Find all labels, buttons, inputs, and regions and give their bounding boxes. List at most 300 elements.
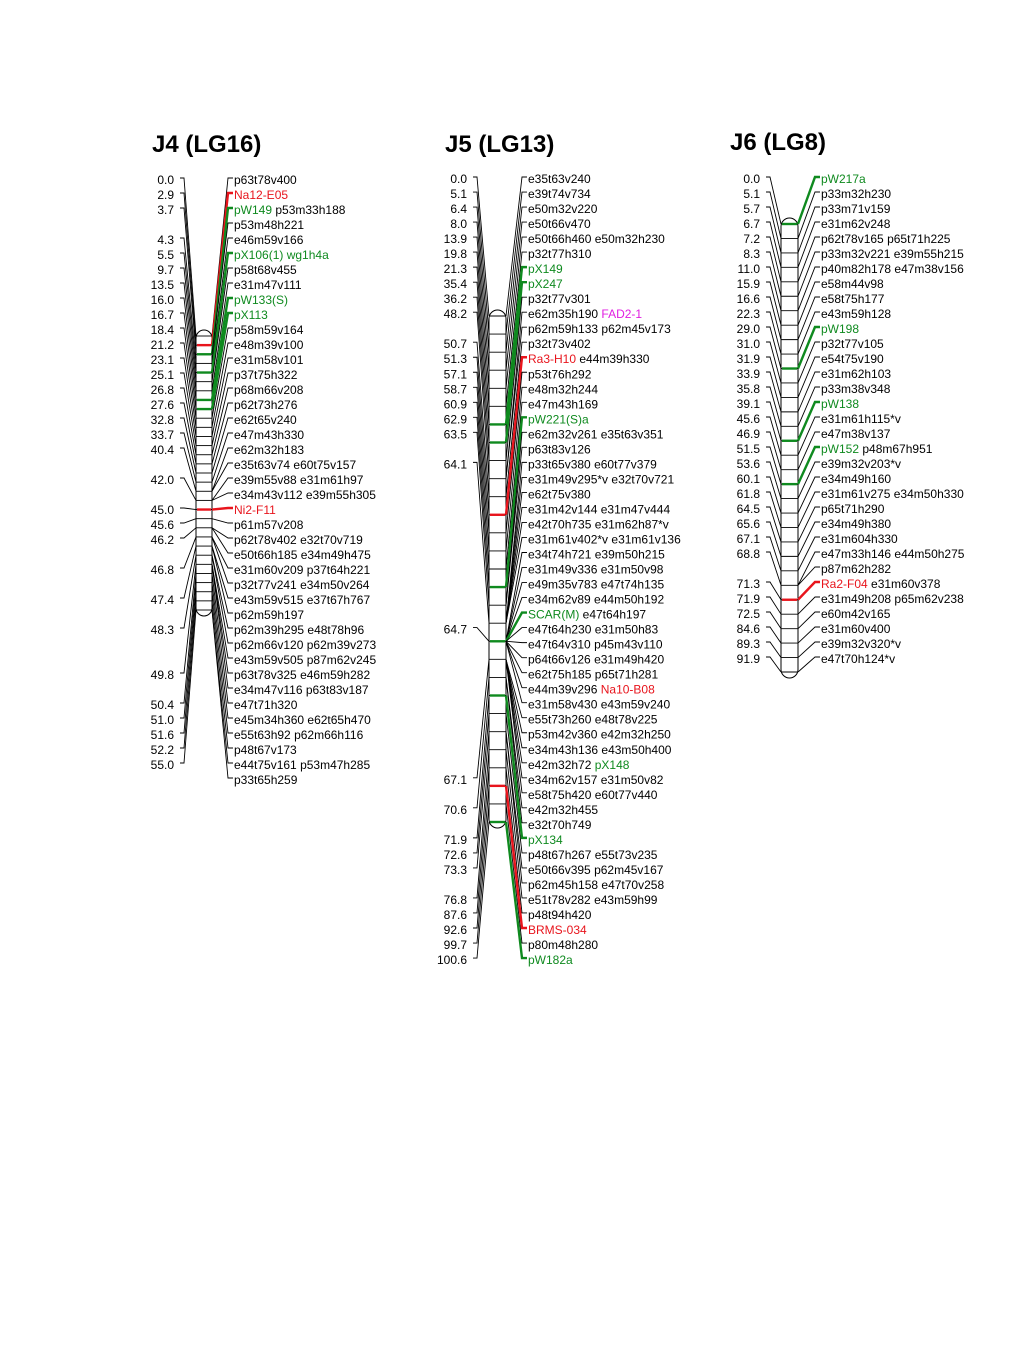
marker-row: [821, 532, 898, 546]
marker-row: [234, 533, 363, 547]
marker-name: pW138: [821, 397, 860, 411]
marker-name: e39m32v320*v: [821, 637, 902, 651]
marker-name: e62t75h185: [528, 667, 592, 682]
marker-name: e34m43v112: [234, 488, 303, 502]
position-connector: [766, 462, 781, 499]
marker-name: e42t70h735: [528, 517, 592, 532]
marker-name: p40m82h178: [821, 262, 892, 276]
marker-name: p62t78v165: [821, 232, 884, 246]
marker-connector: [798, 402, 820, 441]
marker-name: pW198: [821, 322, 860, 336]
marker-row: [528, 307, 642, 321]
marker-name: p80m48h280: [528, 938, 599, 953]
marker-row: [528, 352, 650, 366]
marker-name: p62m39h295: [234, 623, 305, 637]
position-label: 48.2: [443, 307, 467, 322]
marker-name: p62t78v402: [234, 533, 297, 547]
marker-row: [821, 412, 901, 426]
marker-name: e58m44v98: [821, 277, 884, 291]
position-label: 99.7: [443, 938, 467, 953]
marker-name: e46m59v166: [234, 233, 304, 247]
position-label: 39.1: [736, 397, 760, 411]
marker-row: [821, 292, 885, 306]
marker-row: [234, 728, 364, 742]
marker-name: p32t77v241: [234, 578, 297, 592]
marker-name: e39m50h215: [591, 547, 665, 562]
marker-connector: [798, 327, 820, 369]
marker-row: [234, 203, 346, 217]
marker-row: [234, 608, 304, 622]
marker-name: e31m60v209: [234, 563, 304, 577]
marker-row: [234, 488, 376, 502]
marker-row: [528, 337, 591, 351]
marker-name: e58t75h420: [528, 787, 592, 802]
position-label: 53.6: [736, 457, 760, 471]
marker-name: e31m62h87*v: [591, 517, 669, 532]
position-label: 58.7: [443, 382, 467, 397]
marker-name: e31m50v98: [597, 562, 664, 577]
marker-name: e48m39v100: [234, 338, 304, 352]
marker-row: [234, 443, 304, 457]
marker-connector: [798, 177, 820, 224]
marker-row: [821, 427, 891, 441]
marker-name: p33m71v159: [821, 202, 891, 216]
marker-row: [821, 472, 891, 486]
position-label: 51.6: [150, 728, 174, 742]
position-connector: [766, 657, 781, 672]
marker-name: p33t65h259: [234, 773, 298, 787]
position-label: 40.4: [150, 443, 174, 457]
marker-row: [528, 187, 591, 201]
position-connector: [766, 522, 781, 556]
marker-name: p48t94h420: [528, 907, 592, 922]
marker-name: e43m59h128: [821, 307, 892, 321]
marker-name: p63t78v400: [234, 173, 297, 187]
marker-row: [528, 713, 658, 727]
marker-name: e50t66v395: [528, 862, 591, 877]
marker-name: e31m61v402*v: [528, 532, 609, 547]
marker-name: pX106(1): [234, 248, 284, 262]
position-label: 16.6: [736, 292, 760, 306]
marker-name: e42m32h455: [528, 802, 599, 817]
position-label: 32.8: [150, 413, 174, 427]
marker-name: e34m49h475: [297, 548, 371, 562]
marker-name: e47m33h146: [821, 547, 892, 561]
marker-name: p63t78v325: [234, 668, 297, 682]
position-label: 57.1: [443, 367, 467, 382]
marker-row: [234, 653, 376, 667]
marker-name: p33m38v348: [821, 382, 891, 396]
position-label: 91.9: [736, 652, 760, 666]
chromosome-bar: [781, 218, 798, 678]
position-label: 60.9: [443, 397, 467, 412]
marker-connector: [212, 537, 233, 568]
marker-name: e60t77v379: [590, 457, 657, 472]
position-label: 50.4: [150, 698, 174, 712]
marker-row: [528, 788, 658, 802]
position-connector: [766, 312, 781, 354]
marker-name: e34m49h380: [821, 517, 892, 531]
position-label: 67.1: [443, 772, 467, 787]
marker-name: e35t63v351: [597, 427, 664, 442]
marker-name: pW149: [234, 203, 273, 217]
position-label: 0.0: [743, 172, 760, 186]
position-connector: [766, 432, 781, 470]
position-connector: [766, 537, 781, 571]
marker-name: p62t73h276: [234, 398, 298, 412]
marker-name: e34m62v157: [528, 772, 598, 787]
marker-connector: [212, 528, 233, 553]
marker-row: [821, 352, 884, 366]
marker-name: e47t70h124*v: [821, 652, 896, 666]
marker-row: [234, 173, 297, 187]
marker-connector: [798, 477, 820, 513]
position-label: 33.7: [150, 428, 174, 442]
position-connector: [766, 627, 781, 643]
marker-name: e34m50h330: [890, 487, 964, 501]
marker-row: [528, 487, 591, 501]
position-label: 6.4: [450, 202, 467, 217]
marker-row: [528, 382, 598, 396]
position-connector: [766, 327, 781, 369]
marker-name: e31m50v82: [597, 772, 664, 787]
marker-name: e60t75v157: [290, 458, 357, 472]
marker-name: e31m61h97: [296, 473, 364, 487]
marker-name: pX247: [528, 277, 563, 292]
marker-name: e44m39h330: [576, 352, 650, 367]
marker-row: [528, 743, 672, 757]
marker-name: e44m39v296: [528, 682, 598, 697]
marker-row: [821, 607, 891, 621]
position-label: 46.8: [150, 563, 174, 577]
position-label: 52.2: [150, 743, 174, 757]
marker-row: [528, 608, 646, 622]
position-label: 45.6: [150, 518, 174, 532]
position-label: 72.6: [443, 847, 467, 862]
marker-name: p32t73v402: [528, 337, 591, 352]
marker-row: [528, 923, 587, 937]
marker-row: [821, 487, 964, 501]
position-label: 26.8: [150, 383, 174, 397]
position-label: 2.9: [157, 188, 174, 202]
marker-name: p32t77v301: [528, 292, 591, 307]
marker-name: e48t78h96: [304, 623, 365, 637]
marker-row: [528, 548, 665, 562]
marker-name: e54t75v190: [821, 352, 884, 366]
marker-connector: [798, 387, 820, 426]
marker-name: p53m48h221: [234, 218, 305, 232]
position-label: 51.0: [150, 713, 174, 727]
position-connector: [766, 402, 781, 441]
position-label: 31.0: [736, 337, 760, 351]
marker-row: [234, 698, 298, 712]
marker-name: e47t64v310: [528, 637, 591, 652]
position-label: 11.0: [737, 262, 760, 276]
marker-row: [528, 247, 592, 261]
marker-row: [528, 668, 658, 682]
marker-row: [234, 563, 370, 577]
marker-name: pW133(S): [234, 293, 289, 307]
marker-name: e42m32h72: [528, 757, 592, 772]
position-label: 5.5: [157, 248, 174, 262]
position-label: 84.6: [736, 622, 760, 636]
marker-name: p62m59h197: [234, 608, 305, 622]
position-label: 5.1: [450, 187, 467, 202]
position-label: 68.8: [736, 547, 760, 561]
marker-name: p48t67v173: [234, 743, 297, 757]
marker-row: [234, 383, 304, 397]
marker-name: e31m49v336: [528, 562, 598, 577]
marker-row: [234, 428, 304, 442]
position-label: 13.9: [443, 232, 467, 247]
marker-name: e55t73v235: [591, 847, 658, 862]
position-label: 65.6: [736, 517, 760, 531]
position-label: 48.3: [150, 623, 174, 637]
marker-row: [234, 518, 304, 532]
marker-name: e31m62v248: [821, 217, 891, 231]
position-label: 89.3: [736, 637, 760, 651]
marker-connector: [798, 642, 820, 658]
marker-name: e47m38v156: [891, 262, 964, 276]
position-connector: [473, 628, 489, 642]
marker-row: [528, 623, 658, 637]
marker-row: [821, 502, 885, 516]
marker-row: [821, 277, 884, 291]
marker-name: e31m42v144: [528, 502, 598, 517]
position-connector: [180, 508, 196, 510]
position-label: 13.5: [150, 278, 174, 292]
marker-row: [821, 307, 891, 321]
position-label: 8.3: [743, 247, 760, 261]
marker-name: p63t83v187: [302, 683, 369, 697]
marker-row: [528, 878, 664, 892]
marker-name: pX113: [234, 308, 268, 322]
marker-name: pX149: [528, 262, 563, 277]
marker-row: [821, 322, 859, 336]
marker-row: [234, 773, 298, 787]
position-connector: [766, 177, 781, 224]
position-label: 51.3: [443, 352, 467, 367]
marker-name: e44m50h192: [590, 592, 665, 607]
position-connector: [766, 357, 781, 397]
marker-name: p53m33h188: [272, 203, 346, 217]
marker-name: e58t75h177: [821, 292, 885, 306]
marker-row: [528, 502, 670, 516]
marker-row: [528, 217, 591, 231]
position-label: 35.4: [443, 277, 467, 292]
marker-name: p61m57v208: [234, 518, 304, 532]
position-connector: [473, 822, 489, 958]
marker-name: p33m32v221: [821, 247, 891, 261]
marker-name: e31m47v111: [234, 278, 302, 292]
marker-name: e44t75v161: [234, 758, 297, 772]
marker-name: pW221(S)a: [528, 412, 589, 427]
position-label: 0.0: [450, 172, 467, 186]
marker-row: [821, 382, 891, 396]
marker-row: [234, 278, 302, 292]
marker-connector: [506, 177, 527, 316]
position-label: 92.6: [443, 923, 467, 937]
marker-name: e31m49h420: [590, 652, 665, 667]
marker-name: e39m32v203*v: [821, 457, 902, 471]
marker-name: p48t67h267: [528, 847, 592, 862]
marker-name: p62m45h158: [528, 877, 599, 892]
marker-connector: [798, 552, 820, 585]
position-label: 5.1: [743, 187, 760, 201]
marker-name: e47t74h135: [597, 577, 665, 592]
marker-row: [234, 233, 304, 247]
marker-row: [528, 848, 658, 862]
marker-name: e47t71h320: [234, 698, 298, 712]
marker-name: e55t73h260: [528, 712, 592, 727]
position-label: 45.6: [736, 412, 760, 426]
position-connector: [473, 177, 489, 316]
marker-row: [821, 262, 964, 276]
marker-row: [234, 548, 371, 562]
marker-row: [234, 368, 298, 382]
position-connector: [766, 417, 781, 455]
position-label: 76.8: [443, 892, 467, 907]
marker-row: [528, 532, 681, 546]
position-label: 33.9: [736, 367, 760, 381]
position-connector: [766, 447, 781, 484]
marker-name: e35t63v240: [528, 172, 591, 186]
marker-row: [528, 683, 655, 697]
marker-name: e31m61v275: [821, 487, 891, 501]
marker-name: p64t66v126: [528, 652, 591, 667]
position-label: 47.4: [150, 593, 174, 607]
position-label: 49.8: [150, 668, 174, 682]
marker-row: [821, 637, 901, 651]
marker-name: e31m60v378: [867, 577, 941, 591]
position-label: 100.6: [436, 953, 467, 968]
marker-name: e50t66v470: [528, 217, 591, 232]
marker-row: [234, 248, 329, 262]
marker-name: e47t64h230: [528, 622, 592, 637]
marker-name: e34m49h160: [821, 472, 892, 486]
marker-row: [528, 818, 592, 832]
marker-row: [234, 668, 370, 682]
marker-connector: [506, 822, 527, 958]
position-connector: [766, 642, 781, 658]
marker-row: [821, 562, 891, 576]
marker-name: p62m59h133: [528, 322, 599, 337]
group-title: J6 (LG8): [730, 129, 827, 156]
marker-name: p62m45v173: [598, 322, 671, 337]
marker-connector: [798, 312, 820, 354]
marker-name: e37t67h767: [303, 593, 371, 607]
marker-connector: [212, 463, 233, 491]
marker-name: e50t66h185: [234, 548, 298, 562]
marker-row: [528, 653, 664, 667]
marker-name: e60t77v440: [591, 787, 658, 802]
marker-name: FAD2-1: [598, 307, 643, 322]
marker-name: e62m35h190: [528, 307, 599, 322]
marker-row: [528, 397, 598, 411]
position-label: 87.6: [443, 907, 467, 922]
position-label: 46.9: [736, 427, 760, 441]
position-label: 71.3: [736, 577, 760, 591]
marker-row: [528, 472, 674, 486]
marker-name: e39t74v734: [528, 187, 591, 202]
marker-name: e45m34h360: [234, 713, 305, 727]
marker-row: [528, 578, 664, 592]
marker-connector: [798, 447, 820, 484]
marker-name: e43m50h400: [598, 742, 672, 757]
marker-name: e62t75v380: [528, 487, 591, 502]
position-label: 27.6: [150, 398, 174, 412]
position-label: 50.7: [443, 337, 467, 352]
marker-connector: [212, 448, 233, 491]
marker-row: [821, 172, 866, 186]
position-label: 3.7: [157, 203, 174, 217]
marker-name: p62m66h116: [290, 728, 364, 742]
marker-row: [528, 863, 664, 877]
marker-row: [528, 758, 630, 772]
marker-row: [821, 547, 965, 561]
marker-row: [234, 593, 370, 607]
position-label: 42.0: [150, 473, 174, 487]
position-label: 6.7: [743, 217, 760, 231]
marker-name: p48m67h951: [859, 442, 933, 456]
linkage-group-2: [437, 131, 681, 967]
position-label: 55.0: [150, 758, 174, 772]
marker-row: [528, 638, 663, 652]
linkage-group-3: [730, 129, 965, 678]
marker-row: [528, 593, 664, 607]
marker-row: [528, 938, 598, 952]
marker-row: [528, 292, 591, 306]
marker-connector: [798, 462, 820, 499]
marker-name: e46m59h282: [296, 668, 371, 682]
marker-name: e51t78v282: [528, 892, 591, 907]
marker-name: p62m66v120: [234, 638, 304, 652]
marker-row: [821, 457, 901, 471]
position-connector: [473, 192, 489, 334]
marker-row: [528, 953, 573, 967]
position-label: 4.3: [157, 233, 174, 247]
marker-name: e31m47v444: [597, 502, 671, 517]
marker-name: e31m61v136: [608, 532, 681, 547]
marker-name: e47m43h330: [234, 428, 305, 442]
linkage-group-1: [151, 131, 377, 787]
marker-name: e62t65h470: [304, 713, 371, 727]
marker-name: e31m49v295*v: [528, 472, 609, 487]
marker-row: [528, 833, 563, 847]
marker-row: [234, 473, 364, 487]
marker-name: e31m61h115*v: [821, 412, 901, 426]
position-label: 31.9: [736, 352, 760, 366]
marker-name: Na12-E05: [234, 188, 289, 202]
marker-name: Ra3-H10: [528, 352, 577, 367]
marker-name: p62m45v167: [590, 862, 664, 877]
position-connector: [180, 519, 196, 523]
marker-row: [821, 442, 933, 456]
position-label: 60.1: [736, 472, 760, 486]
position-label: 71.9: [443, 832, 467, 847]
marker-row: [821, 247, 964, 261]
position-label: 22.3: [736, 307, 760, 321]
marker-row: [528, 412, 589, 426]
marker-name: p33t65v380: [528, 457, 591, 472]
marker-name: e31m60v400: [821, 622, 891, 636]
marker-row: [528, 442, 591, 456]
marker-connector: [212, 519, 233, 523]
position-label: 23.1: [150, 353, 174, 367]
marker-row: [234, 323, 304, 337]
marker-row: [234, 458, 356, 472]
marker-row: [528, 517, 669, 531]
